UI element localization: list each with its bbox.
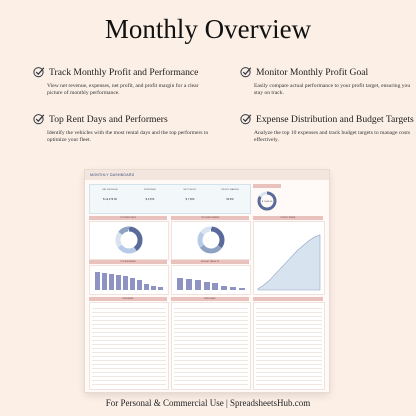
- bar: [151, 286, 156, 290]
- table-row: [92, 381, 166, 385]
- check-circle-icon: [240, 113, 252, 125]
- budget-chart: [171, 265, 251, 295]
- rent-table-header: RENT DAYS: [171, 297, 249, 301]
- top-performers-header: TOP PERFORMERS: [171, 216, 249, 220]
- page-title: Monthly Overview: [104, 14, 312, 44]
- feature-description: Identify the vehicles with the most rental days and the top performers to optimize your fleet.: [47, 130, 209, 144]
- bar: [158, 287, 163, 290]
- dashboard-title: MONTHLY DASHBOARD: [90, 173, 135, 177]
- notes-table: [253, 302, 325, 390]
- bar: [144, 284, 149, 290]
- bar: [177, 278, 183, 290]
- top-rent-pane: [89, 221, 169, 260]
- goal-value: $ 7,600.00: [261, 201, 273, 203]
- top-performers-donut: [172, 222, 250, 259]
- budget-header: BUDGET TARGETS: [171, 260, 249, 264]
- bar: [95, 272, 100, 290]
- table-row: [174, 381, 248, 385]
- kpi-profit-margin: PROFIT MARGIN 60.9%: [221, 189, 239, 201]
- feature-description: Analyze the top 10 expenses and track budget targets to manage costs effectively.: [254, 130, 411, 144]
- feature-title: Top Rent Days and Performers: [49, 113, 168, 125]
- kpi-net-revenue: NET REVENUE $ 12,473.00: [102, 189, 118, 201]
- bar: [204, 282, 210, 290]
- feature-title: Expense Distribution and Budget Targets: [256, 113, 414, 125]
- feature-title: Track Monthly Profit and Performance: [49, 66, 199, 78]
- dashboard-preview: [85, 170, 329, 392]
- bar: [239, 288, 245, 290]
- top-expenses-header: TOP EXPENSES: [89, 260, 167, 264]
- feature-title: Monitor Monthly Profit Goal: [256, 66, 369, 78]
- check-circle-icon: [33, 113, 45, 125]
- check-circle-icon: [33, 66, 45, 78]
- top-rent-donut: [90, 222, 168, 259]
- top-expenses-chart: [89, 265, 169, 295]
- bar: [130, 278, 135, 290]
- table-row: [256, 381, 322, 385]
- bar: [186, 279, 192, 290]
- feature-track-profit: [33, 66, 213, 98]
- bar: [123, 276, 128, 290]
- bar: [212, 283, 218, 290]
- rent-table: [171, 302, 251, 390]
- bar: [102, 273, 107, 290]
- feature-expense-distribution: [240, 113, 416, 145]
- goal-gauge: [255, 190, 279, 212]
- expense-table-header: EXPENSES: [89, 297, 167, 301]
- profit-trend-pane: [253, 221, 325, 295]
- check-circle-icon: [240, 66, 252, 78]
- bar: [137, 280, 142, 290]
- profit-trend-chart: [254, 222, 324, 294]
- expense-table: [89, 302, 169, 390]
- feature-profit-goal: [240, 66, 416, 98]
- top-rent-header: TOP RENT DAYS: [89, 216, 167, 220]
- kpi-net-profit: NET PROFIT $ 7,600: [183, 189, 197, 201]
- feature-description: View net revenue, expenses, net profit, and profit margin for a clear picture of monthly performance.: [47, 83, 199, 97]
- bar: [230, 287, 236, 290]
- top-performers-pane: [171, 221, 251, 260]
- goal-header: [253, 184, 281, 188]
- kpi-expenses: EXPENSES $ 4,873: [144, 189, 156, 201]
- feature-description: Easily compare actual performance to your profit target, ensuring you stay on track.: [254, 83, 411, 97]
- bar: [116, 275, 121, 290]
- kpi-panel: [89, 184, 251, 214]
- bar: [109, 274, 114, 290]
- bar: [195, 280, 201, 290]
- profit-trend-header: PROFIT TREND: [253, 216, 323, 220]
- feature-top-rent: [33, 113, 213, 145]
- bar: [221, 286, 227, 290]
- footer-credit: For Personal & Commercial Use | SpreadsheetsHub.com: [105, 398, 311, 408]
- notes-header: [253, 297, 323, 301]
